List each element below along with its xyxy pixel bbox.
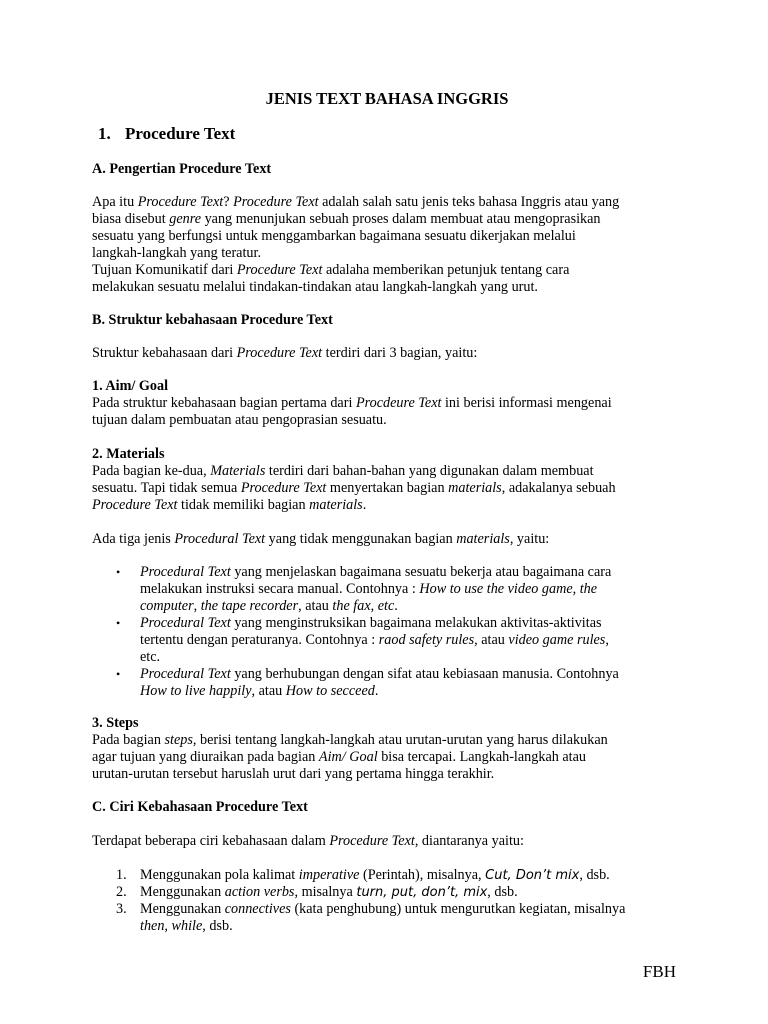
text-line: Procedural Text yang berhubungan dengan sifat atau kebiasaan manusia. Contohnya bbox=[140, 666, 619, 682]
text-line: biasa disebut genre yang menunjukan sebuah proses dalam membuat atau mengoprasikan bbox=[92, 211, 601, 227]
text-line: then, while, dsb. bbox=[140, 918, 233, 934]
footer-initials: FBH bbox=[642, 962, 676, 981]
paragraph-ciri-intro bbox=[92, 833, 682, 850]
text-line: Struktur kebahasaan dari Procedure Text terdiri dari 3 bagian, yaitu: bbox=[92, 345, 478, 361]
block-materials bbox=[92, 446, 682, 514]
block-aim-goal bbox=[92, 378, 682, 429]
list-number: 1. bbox=[116, 867, 127, 883]
text-line: Pada bagian steps, berisi tentang langkah-langkah atau urutan-urutan yang harus dilakukan bbox=[92, 732, 608, 748]
document-title: JENIS TEXT BAHASA INGGRIS bbox=[265, 89, 509, 108]
materials-heading: 2. Materials bbox=[92, 446, 165, 462]
text-line: Menggunakan action verbs, misalnya turn, put, don’t, mix, dsb. bbox=[140, 884, 518, 900]
text-line: Ada tiga jenis Procedural Text yang tidak menggunakan bagian materials, yaitu: bbox=[92, 531, 550, 547]
text-line: computer, the tape recorder, atau the fax, etc. bbox=[140, 598, 398, 614]
text-line: melakukan instruksi secara manual. Contohnya : How to use the video game, the bbox=[140, 581, 598, 597]
text-line: sesuatu yang berfungsi untuk menggambarkan bagaimana sesuatu dikerjakan melalui bbox=[92, 228, 576, 244]
text-line: Terdapat beberapa ciri kebahasaan dalam Procedure Text, diantaranya yaitu: bbox=[92, 833, 524, 849]
text-line: Procedure Text tidak memiliki bagian materials. bbox=[92, 497, 367, 513]
text-line: Menggunakan connectives (kata penghubung) untuk mengurutkan kegiatan, misalnya bbox=[140, 901, 626, 917]
bullet-icon: • bbox=[116, 667, 121, 681]
text-line: melakukan sesuatu melalui tindakan-tindakan atau langkah-langkah yang urut. bbox=[92, 279, 538, 295]
text-line: urutan-urutan tersebut haruslah urut dari yang pertama hingga terakhir. bbox=[92, 766, 495, 782]
text-line: Apa itu Procedure Text? Procedure Text adalah salah satu jenis teks bahasa Inggris atau yang bbox=[92, 194, 620, 210]
list-number: 3. bbox=[116, 901, 127, 917]
text-line: tujuan dalam pembuatan atau pengoprasian sesuatu. bbox=[92, 412, 387, 428]
text-line: Tujuan Komunikatif dari Procedure Text adalaha memberikan petunjuk tentang cara bbox=[92, 262, 570, 278]
bullet-icon: • bbox=[116, 565, 121, 579]
text-line: sesuatu. Tapi tidak semua Procedure Text menyertakan bagian materials, adakalanya sebuah bbox=[92, 480, 616, 496]
section-number: 1. bbox=[98, 124, 111, 143]
text-line: Menggunakan pola kalimat imperative (Perintah), misalnya, Cut, Don’t mix, dsb. bbox=[140, 867, 610, 883]
list-number: 2. bbox=[116, 884, 127, 900]
text-line: Pada bagian ke-dua, Materials terdiri dari bahan-bahan yang digunakan dalam membuat bbox=[92, 463, 594, 479]
text-line: tertentu dengan peraturanya. Contohnya : raod safety rules, atau video game rules, bbox=[140, 632, 609, 648]
text-line: How to live happily, atau How to secceed. bbox=[140, 683, 379, 699]
block-steps bbox=[92, 715, 682, 783]
steps-heading: 3. Steps bbox=[92, 715, 139, 731]
subheading-struktur: B. Struktur kebahasaan Procedure Text bbox=[92, 312, 333, 328]
aim-goal-heading: 1. Aim/ Goal bbox=[92, 378, 169, 394]
subheading-ciri: C. Ciri Kebahasaan Procedure Text bbox=[92, 799, 308, 815]
text-line: Procedural Text yang menjelaskan bagaimana sesuatu bekerja atau bagaimana cara bbox=[140, 564, 612, 580]
text-line: langkah-langkah yang teratur. bbox=[92, 245, 262, 261]
text-line: agar tujuan yang diuraikan pada bagian Aim/ Goal bisa tercapai. Langkah-langkah atau bbox=[92, 749, 587, 765]
paragraph-pengertian bbox=[92, 194, 682, 296]
paragraph-three-types bbox=[92, 531, 682, 548]
text-line: Procedural Text yang menginstruksikan bagaimana melakukan aktivitas-aktivitas bbox=[140, 615, 602, 631]
paragraph-struktur-intro bbox=[92, 345, 682, 362]
text-line: Pada struktur kebahasaan bagian pertama dari Procdeure Text ini berisi informasi mengenai bbox=[92, 395, 612, 411]
subheading-pengertian: A. Pengertian Procedure Text bbox=[92, 161, 272, 177]
text-line: etc. bbox=[140, 649, 161, 665]
section-title: Procedure Text bbox=[125, 124, 236, 143]
section-heading-procedure-text bbox=[98, 124, 235, 144]
bullet-icon: • bbox=[116, 616, 121, 630]
